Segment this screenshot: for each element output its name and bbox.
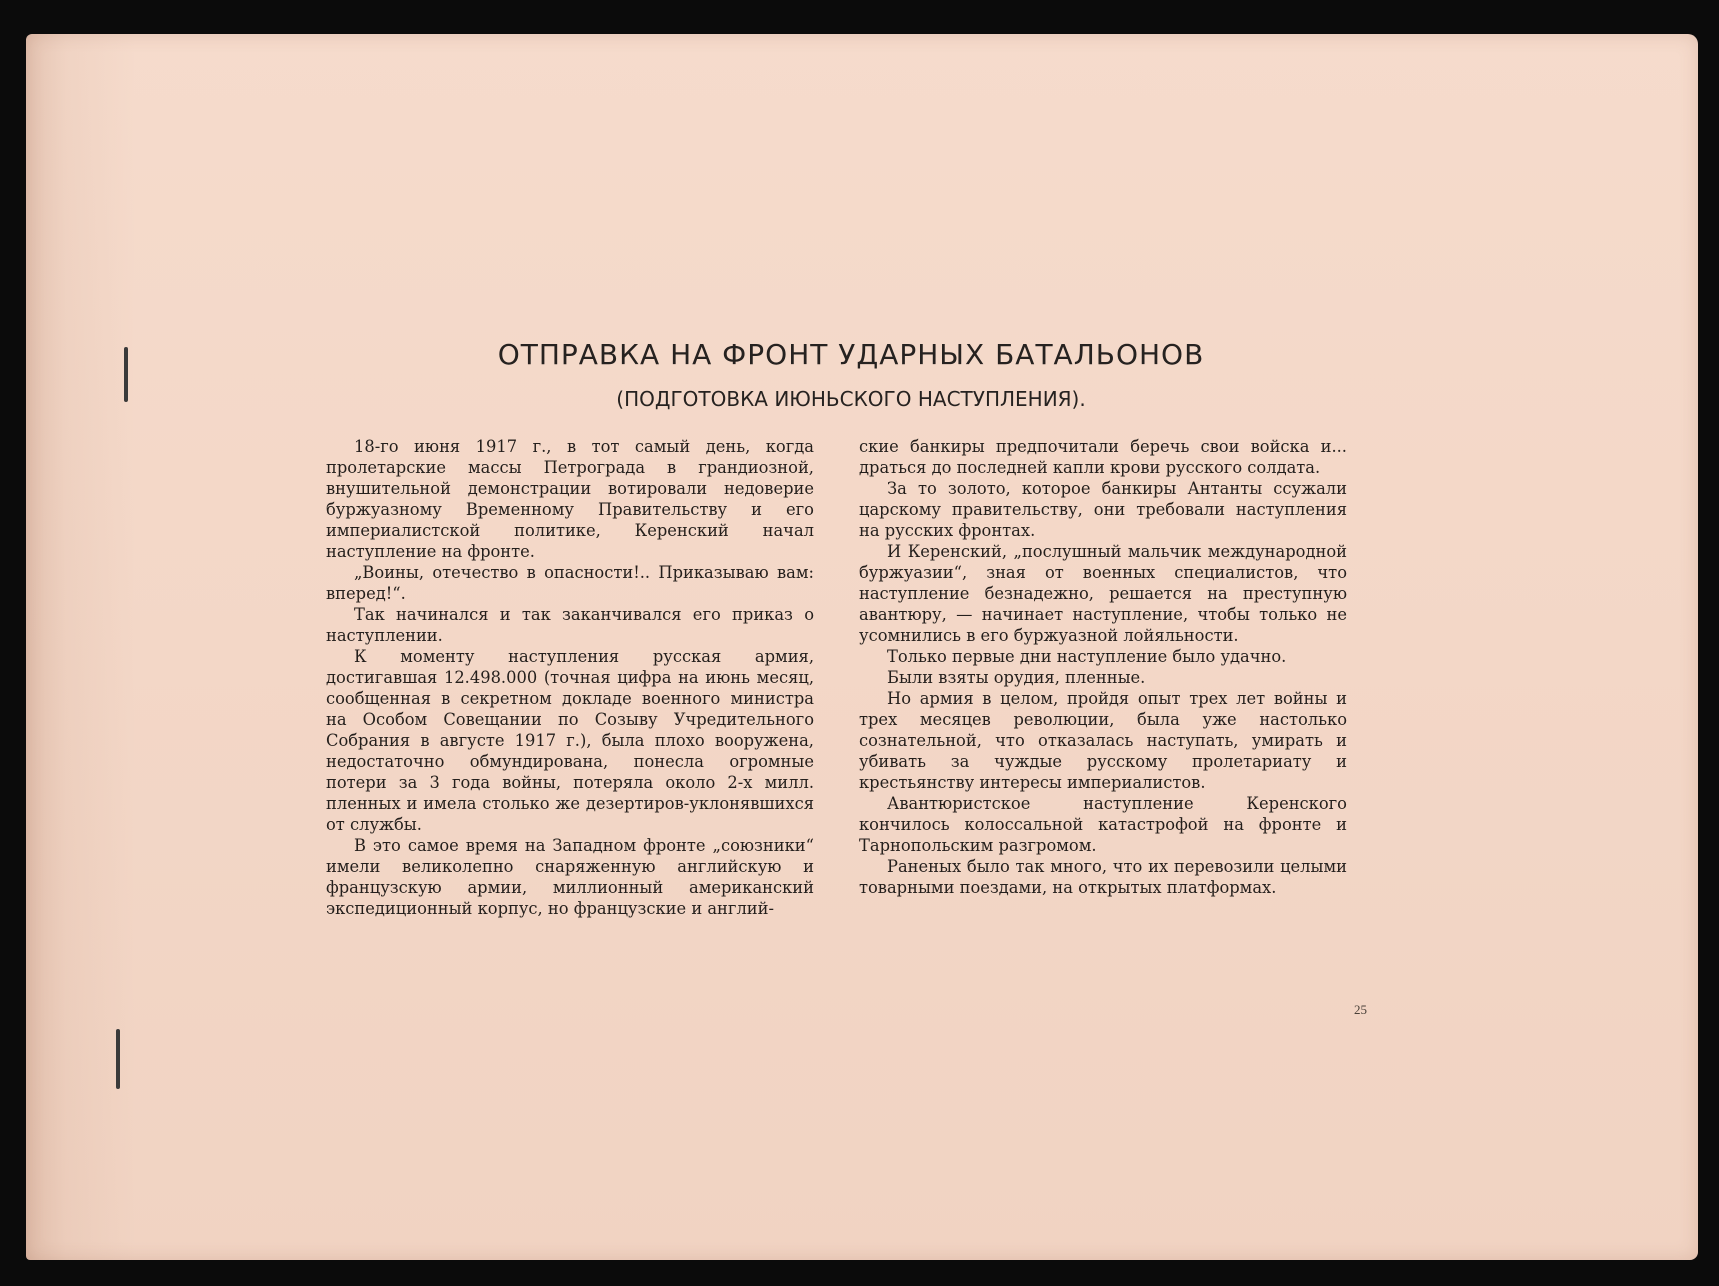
staple-bottom bbox=[116, 1029, 120, 1089]
article-title: ОТПРАВКА НА ФРОНТ УДАРНЫХ БАТАЛЬОНОВ bbox=[497, 338, 1205, 371]
paragraph: „Воины, отечество в опасности!.. Приказываю вам: вперед!“. bbox=[326, 563, 814, 603]
paragraph: Но армия в целом, пройдя опыт трех лет войны и трех месяцев революции, была уже настолько сознательной, что отказалась наступать, умирать и убивать за чуждые русскому пролетариату и крестьянству интересы империалистов. bbox=[859, 689, 1347, 792]
paragraph: Только первые дни наступление было удачно. bbox=[887, 647, 1287, 666]
paragraph-continuation: ские банкиры предпочитали беречь свои войска и... драться до последней капли крови русского солдата. bbox=[859, 437, 1347, 477]
article-subtitle: (ПОДГОТОВКА ИЮНЬСКОГО НАСТУПЛЕНИЯ). bbox=[616, 387, 1086, 411]
staple-top bbox=[124, 347, 128, 402]
paper-sheet bbox=[26, 34, 1698, 1260]
left-column bbox=[326, 436, 814, 919]
paragraph: И Керенский, „послушный мальчик международной буржуазии“, зная от военных специалистов, что наступление безнадежно, решается на преступную авантюру, — начинает наступление, чтобы только не усомнились в его буржуазной лойяльности. bbox=[859, 542, 1347, 645]
paragraph: Так начинался и так заканчивался его приказ о наступлении. bbox=[326, 605, 814, 645]
paragraph: 18-го июня 1917 г., в тот самый день, когда пролетарские массы Петрограда в грандиозной, внушительной демонстрации вотировали недоверие буржуазному Временному Правительству и его империалистской политике, Керенский начал наступление на фронте. bbox=[326, 437, 814, 561]
paragraph: За то золото, которое банкиры Антанты ссужали царскому правительству, они требовали наступления на русских фронтах. bbox=[859, 479, 1347, 540]
paragraph: К моменту наступления русская армия, достигавшая 12.498.000 (точная цифра на июнь месяц, сообщенная в секретном докладе военного министра на Особом Совещании по Созыву Учредительного Собрания в августе 1917 г.), была плохо вооружена, недостаточно обмундирована, понесла огромные потери за 3 года войны, потеряла около 2-х милл. пленных и имела столько же дезертиров-уклонявшихся от службы. bbox=[326, 647, 814, 834]
right-column bbox=[859, 436, 1347, 898]
page-number: 25 bbox=[1354, 1002, 1367, 1017]
paragraph: Авантюристское наступление Керенского кончилось колоссальной катастрофой на фронте и Тарнопольским разгромом. bbox=[859, 794, 1347, 855]
paragraph: В это самое время на Западном фронте „союзники“ имели великолепно снаряженную английскую и французскую армии, миллионный американский экспедиционный корпус, но французские и англий- bbox=[326, 836, 814, 918]
paragraph: Были взяты орудия, пленные. bbox=[887, 668, 1146, 687]
paragraph: Раненых было так много, что их перевозили целыми товарными поездами, на открытых платформах. bbox=[859, 857, 1347, 897]
